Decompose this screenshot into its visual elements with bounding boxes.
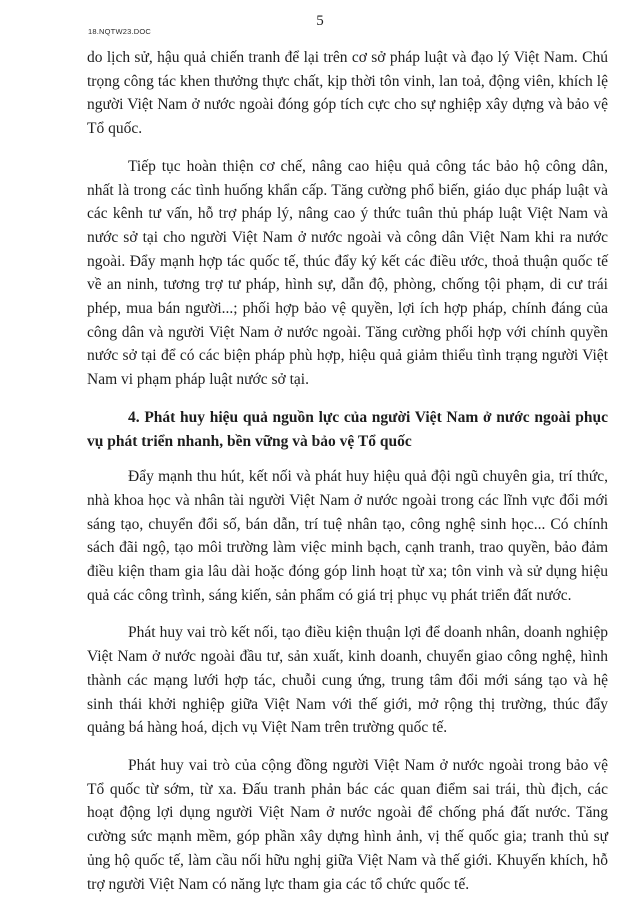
paragraph-business: Phát huy vai trò kết nối, tạo điều kiện thuận lợi để doanh nhân, doanh nghiệp Việt Nam ở nước ngoài đầu tư, sản xuất, kinh doanh, chuyển giao công nghệ, hình thành các mạng lưới hợp tác, chuỗi cung ứng, trung tâm đổi mới sáng tạo và hệ sinh thái khởi nghiệp giữa Việt Nam với thế giới, mở rộng thị trường, thúc đẩy quảng bá hàng hoá, dịch vụ Việt Nam trên trường quốc tế. [87, 624, 608, 737]
paragraph-experts: Đẩy mạnh thu hút, kết nối và phát huy hiệu quả đội ngũ chuyên gia, trí thức, nhà khoa học và nhân tài người Việt Nam ở nước ngoài trong các lĩnh vực đổi mới sáng tạo, chuyển đổi số, bán dẫn, trí tuệ nhân tạo, công nghệ sinh học... Có chính sách đãi ngộ, tạo môi trường làm việc minh bạch, cạnh tranh, trao quyền, bảo đảm điều kiện tham gia lâu dài hoặc đóng góp linh hoạt từ xa; tôn vinh và sử dụng hiệu quả các công trình, sáng kiến, sản phẩm có giá trị phục vụ phát triển đất nước. [87, 468, 608, 604]
paragraph-citizen-protection: Tiếp tục hoàn thiện cơ chế, nâng cao hiệu quả công tác bảo hộ công dân, nhất là trong các tình huống khẩn cấp. Tăng cường phổ biến, giáo dục pháp luật và các kênh tư vấn, hỗ trợ pháp lý, nâng cao ý thức tuân thủ pháp luật Việt Nam và nước sở tại cho người Việt Nam ở nước ngoài và công dân Việt Nam khi ra nước ngoài. Đẩy mạnh hợp tác quốc tế, thúc đẩy ký kết các điều ước, thoả thuận quốc tế về an ninh, tương trợ tư pháp, hình sự, dẫn độ, phòng, chống tội phạm, di cư trái phép, mua bán người...; phối hợp bảo vệ quyền, lợi ích hợp pháp, chính đáng của công dân và người Việt Nam ở nước ngoài. Tăng cường phối hợp với chính quyền nước sở tại để có các biện pháp phù hợp, hiệu quả giảm thiểu tình trạng người Việt Nam vi phạm pháp luật nước sở tại. [87, 157, 608, 389]
page-content [87, 46, 608, 910]
page-number: 5 [316, 13, 324, 29]
document-code: 18.NQTW23.DOC [88, 27, 152, 36]
section-heading-4: 4. Phát huy hiệu quả nguồn lực của người Việt Nam ở nước ngoài phục vụ phát triển nhanh, bền vững và bảo vệ Tổ quốc [87, 408, 608, 450]
paragraph-homeland-defense: Phát huy vai trò của cộng đồng người Việt Nam ở nước ngoài trong bảo vệ Tổ quốc từ sớm, từ xa. Đấu tranh phản bác các quan điểm sai trái, thù địch, các hoạt động lợi dụng người Việt Nam ở nước ngoài để chống phá đất nước. Tăng cường sức mạnh mềm, góp phần xây dựng hình ảnh, vị thế quốc gia; tranh thủ sự ủng hộ quốc tế, làm cầu nối hữu nghị giữa Việt Nam và thế giới. Khuyến khích, hỗ trợ người Việt Nam có năng lực tham gia các tổ chức quốc tế. [87, 756, 608, 893]
paragraph-continued: do lịch sử, hậu quả chiến tranh để lại trên cơ sở pháp luật và đạo lý Việt Nam. Chú trọng công tác khen thưởng thực chất, kịp thời tôn vinh, lan toả, động viên, khích lệ người Việt Nam ở nước ngoài đóng góp tích cực cho sự nghiệp xây dựng và bảo vệ Tổ quốc. [87, 49, 608, 138]
